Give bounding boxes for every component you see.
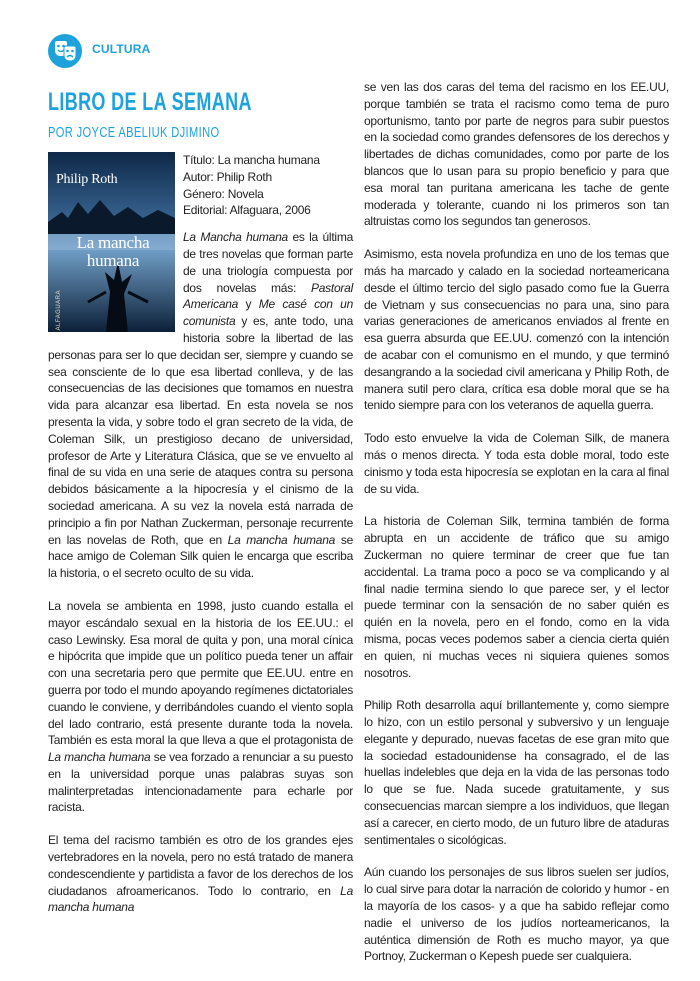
book-cover xyxy=(48,152,175,332)
page-title: LIBRO DE LA SEMANA xyxy=(48,88,252,116)
paragraph-8: Aún cuando los personajes de sus libros suelen ser judíos, lo cual sirve para dotar la narración de colorido y humor - en la mayoría de los casos- y a que ha sabido reflejar como nadie el universo de los judíos norteamericanos, la auténtica dimensión de Roth es mucho mayor, ya que Portnoy, Zuckerman o Kepesh puede ser cualquiera. xyxy=(364,865,669,964)
section-label: CULTURA xyxy=(92,42,151,56)
cover-publisher: ALFAGUARA xyxy=(56,290,62,331)
p1-t3: y es, ante todo, una historia sobre la libertad de las personas para ser lo que decidan ser, siempre y cuando se sea consciente de lo que esa libertad conlleva, y de las consecuencias de las decisiones que tomamos en nuestra vida para alcanzar esa libertad. En esta novela se nos presenta la vida, y sobre todo el gran secreto de la vida, de Coleman Silk, un prestigioso decano de universidad, profesor de Arte y Literatura Clásica, que se ve envuelto al final de su vida en una serie de ataques contra su persona debidos básicamente a la hipocresía y el cinismo de la sociedad americana. A su vez la novela está narrada de principio a fin por Nathan Zuckerman, personaje recurrente en las novelas de Roth, que en xyxy=(48,314,353,547)
book-publisher: Editorial: Alfaguara, 2006 xyxy=(183,203,311,218)
paragraph-5: Todo esto envuelve la vida de Coleman Silk, de manera más o menos directa. Y toda esta doble moral, todo este cinismo y toda esta hipocresía se explotan en la cara al final de su vida. xyxy=(364,431,669,496)
cover-title xyxy=(58,234,168,270)
book-title: Título: La mancha humana xyxy=(183,153,320,167)
p1-t4: se hace amigo de Coleman Silk quien le encarga que escriba la historia, o el secreto oculto de su vida. xyxy=(48,532,353,581)
theater-masks-icon xyxy=(48,34,82,68)
p3-t1: El tema del racismo también es otro de los grandes ejes vertebradores en la novela, pero no está tratado de manera condescendiente y partidista a favor de los derechos de los ciudadanos afroamericanos. Todo lo contrario, en xyxy=(48,833,353,898)
section-badge xyxy=(48,34,82,68)
right-column xyxy=(364,79,669,981)
p3-em1: La mancha humana xyxy=(48,883,353,915)
paragraph-7: Philip Roth desarrolla aquí brillantemente y, como siempre lo hizo, con un estilo personal y subversivo y un lenguaje elegante y depurado, nuevas facetas de ese gran mito que la sociedad estadounidense ha consagrado, el de las huellas indelebles que deja en la vida de las personas todo lo que se fue. Nada sucede gratuitamente, y sus consecuencias marcan siempre a los individuos, que llegan así a carecer, en cierto modo, de un futuro libre de ataduras sentimentales o sicológicas. xyxy=(364,698,669,847)
paragraph-3-start xyxy=(48,832,353,916)
book-author: Autor: Philip Roth xyxy=(183,169,272,184)
p1-em3: Me casé con un comunista xyxy=(183,297,353,329)
cover-title-line2: humana xyxy=(86,251,140,270)
paragraph-6: La historia de Coleman Silk, termina también de forma abrupta en un accidente de tráfico que su amigo Zuckerman no quiere terminar de creer que fue tan accidental. La trama poco a poco se va complicando y al final nadie termina siendo lo que parece ser, y el lector puede terminar con la sensación de no saber quién es quién en la novela, pero en el fondo, como en la vida misma, pocas veces podemos saber a ciencia cierta quién en quien, ni muchas veces ni siquiera quienes somos nosotros. xyxy=(364,514,669,680)
paragraph-3-end: se ven las dos caras del tema del racismo en los EE.UU, porque también se trata el racismo como tema de puro oportunismo, tanto por parte de negros para subir puestos en la sociedad como grandes defensores de los derechos y libertades de dichas comunidades, como por parte de los blancos que lo usan para su propio beneficio y para que esa moral tan puritana americana les tache de gente moderada y tolerante, cuando ni los primeros son tan altruistas como los segundos tan generosos. xyxy=(364,80,669,229)
paragraph-2 xyxy=(48,598,353,816)
p1-em4: La mancha humana xyxy=(227,532,336,547)
p2-t1: La novela se ambienta en 1998, justo cuando estalla el mayor escándalo sexual en la historia de los EE.UU.: el caso Lewinsky. Esa moral de quita y pon, una moral cínica e hipócrita que impide que un político pueda tener un affair con una secretaria pero que permite que EE.UU. entre en guerra por todo el mundo apoyando regímenes dictatoriales cuando le conviene, y derribándoles cuando el viento sopla del lado contrario, está presente durante toda la novela. También es esta moral la que lleva a que el protagonista de xyxy=(48,598,353,748)
p1-t1: es la última de tres novelas que forman parte de una triología compuesta por dos novelas más: xyxy=(183,230,353,295)
book-genre: Género: Novela xyxy=(183,186,264,201)
byline: POR JOYCE ABELIUK DJIMINO xyxy=(48,124,220,141)
p2-t2: se vea forzado a renunciar a su puesto en la universidad porque unas palabras suyas son malinterpretadas intencionadamente para echarle por racista. xyxy=(48,750,353,815)
left-column xyxy=(48,152,353,932)
paragraph-4: Asimismo, esta novela profundiza en uno de los temas que más ha marcado y calado en la sociedad norteamericana desde el último tercio del siglo pasado como fue la Guerra de Vietnam y sus consecuencias no para una, sino para varias generaciones de americanos enviados al frente en esa guerra absurda que EE.UU. comenzó con la intención de acabar con el comunismo en el mundo, y que terminó desangrando a la sociedad civil americana y Philip Roth, de manera sutil pero clara, crítica esa doble moral que se ha tenido siempre para con los veteranos de aquella guerra. xyxy=(364,247,669,413)
p1-em2: Pastoral Americana xyxy=(183,280,353,312)
cover-title-line1: La mancha xyxy=(76,233,150,252)
p2-em1: La mancha humana xyxy=(48,750,151,765)
p1-t2: y xyxy=(238,297,259,312)
p1-em1: La Mancha humana xyxy=(183,230,288,245)
cover-author: Philip Roth xyxy=(56,172,118,187)
